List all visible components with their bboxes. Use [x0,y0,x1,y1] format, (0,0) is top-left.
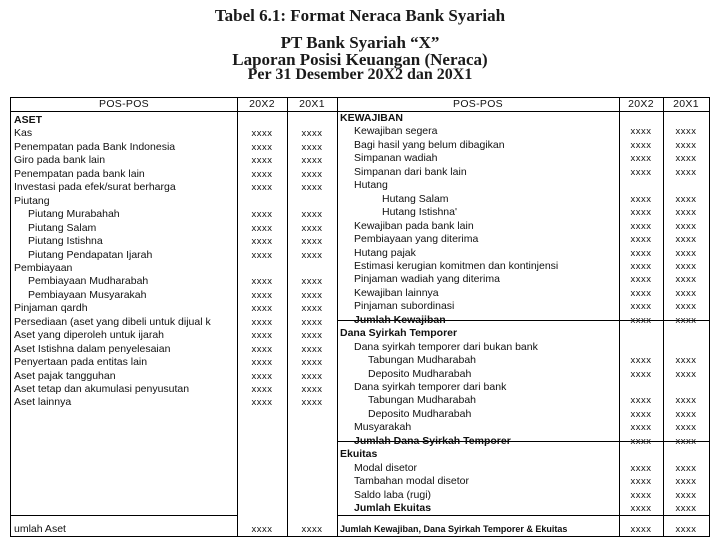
right-value-20x2: xxxx [630,422,652,434]
right-value-20x1: xxxx [675,395,697,407]
right-value-20x2 [619,327,663,340]
left-value-20x2: xxxx [251,168,273,180]
left-value-20x2: xxxx [251,209,273,221]
right-value-20x1: xxxx [675,435,697,447]
right-value-20x1: xxxx [675,355,697,367]
right-label: Jumlah Kewajiban [354,313,446,326]
right-value-20x1: xxxx [675,139,697,151]
left-value-20x1: xxxx [301,249,323,261]
right-value-20x2: xxxx [630,139,652,151]
left-value-20x2: xxxx [251,316,273,328]
right-value-20x2 [619,341,663,354]
left-value-20x2 [237,195,287,208]
right-value-20x2: xxxx [630,274,652,286]
left-label: Piutang Pendapatan Ijarah [28,248,153,261]
right-label: Ekuitas [340,448,378,461]
right-value-20x1: xxxx [675,489,697,501]
right-value-20x2: xxxx [630,234,652,246]
left-value-20x1 [287,195,337,208]
left-label: Piutang Istishna [28,235,103,248]
right-label: Simpanan dari bank lain [354,165,467,178]
header-left-pos: POS-POS [99,98,149,110]
right-label: Estimasi kerugian komitmen dan kontinjensi [354,259,559,272]
total-liabilities-equity-label: Jumlah Kewajiban, Dana Syirkah Temporer & Ekuitas [340,524,568,534]
right-value-20x1 [663,179,709,192]
left-value-20x1: xxxx [301,141,323,153]
right-label: Tabungan Mudharabah [368,394,477,407]
left-label: Pinjaman qardh [14,302,88,315]
right-value-20x2: xxxx [630,503,652,515]
left-value-20x1: xxxx [301,155,323,167]
left-value-20x2: xxxx [251,236,273,248]
right-value-20x1: xxxx [675,476,697,488]
right-value-20x2: xxxx [630,207,652,219]
left-label: ASET [14,114,43,126]
left-label: Giro pada bank lain [14,154,106,167]
left-value-20x1: xxxx [301,343,323,355]
left-value-20x2: xxxx [251,370,273,382]
right-value-20x1: xxxx [675,462,697,474]
left-value-20x1: xxxx [301,289,323,301]
right-label: Tambahan modal disetor [354,475,469,488]
left-value-20x1: xxxx [301,384,323,395]
left-value-20x2 [237,262,287,275]
right-value-20x1: xxxx [675,368,697,380]
left-value-20x1: xxxx [301,236,323,248]
left-value-20x2: xxxx [251,128,273,140]
total-liabilities-equity-20x2: xxxx [630,524,652,535]
header-right-year2: 20X1 [673,98,699,110]
left-value-20x2: xxxx [251,276,273,288]
left-label: Pembiayaan Mudharabah [28,275,149,288]
header-left-year1: 20X2 [249,98,275,110]
right-value-20x2: xxxx [630,355,652,367]
left-value-20x1: xxxx [301,182,323,194]
right-value-20x1 [663,112,709,125]
right-label: Dana Syirkah Temporer [340,327,458,340]
right-value-20x1: xxxx [675,314,697,326]
right-value-20x2: xxxx [630,287,652,299]
right-label: Kewajiban segera [354,125,438,138]
right-value-20x1: xxxx [675,220,697,232]
right-label: Dana syirkah temporer dari bukan bank [354,340,538,353]
left-label: Piutang Salam [28,221,97,234]
left-value-20x2: xxxx [251,303,273,315]
right-value-20x2: xxxx [630,126,652,138]
left-value-20x2: xxxx [251,397,273,409]
right-value-20x2: xxxx [630,220,652,232]
left-value-20x2: xxxx [251,343,273,355]
left-value-20x1: xxxx [301,209,323,221]
left-value-20x1: xxxx [301,128,323,140]
right-value-20x1: xxxx [675,207,697,219]
right-value-20x2: xxxx [630,408,652,420]
right-value-20x1: xxxx [675,153,697,165]
right-label: Musyarakah [354,421,412,434]
right-value-20x1: xxxx [675,503,697,515]
left-value-20x1 [287,262,337,275]
right-value-20x1 [663,341,709,354]
right-value-20x2 [619,179,663,192]
right-label: Hutang Salam [382,192,449,205]
left-label: Penempatan pada bank lain [14,167,145,180]
left-value-20x1: xxxx [301,303,323,315]
total-liabilities-equity-20x1: xxxx [675,524,697,535]
right-label: Pembiayaan yang diterima [354,233,479,246]
right-value-20x2: xxxx [630,153,652,165]
right-value-20x2 [619,112,663,125]
right-value-20x2: xxxx [630,260,652,272]
left-value-20x1: xxxx [301,397,323,409]
report-period: Per 31 Desember 20X2 dan 20X1 [247,66,473,83]
right-label: Pinjaman wadiah yang diterima [354,273,500,286]
left-value-20x2: xxxx [251,141,273,153]
right-value-20x1 [663,327,709,340]
left-label: Aset lainnya [14,396,72,409]
right-label: Hutang pajak [354,246,416,259]
left-value-20x2: xxxx [251,249,273,261]
left-label: Penyertaan pada entitas lain [14,356,148,369]
report-title: Laporan Posisi Keuangan (Neraca) [232,50,488,69]
right-label: Bagi hasil yang belum dibagikan [354,138,505,151]
right-label: Pinjaman subordinasi [354,300,455,313]
right-value-20x1: xxxx [675,408,697,420]
right-label: Saldo laba (rugi) [354,488,432,501]
left-label: Persediaan (aset yang dibeli untuk dijual k [14,315,211,328]
right-value-20x2 [619,448,663,461]
right-label: Hutang Istishna' [382,206,457,219]
right-value-20x2: xxxx [630,489,652,501]
right-label: Jumlah Dana Syirkah Temporer [354,434,511,447]
balance-sheet-table [10,97,710,537]
left-value-20x2 [237,114,287,127]
right-label: Kewajiban lainnya [354,286,439,299]
left-label: Investasi pada efek/surat berharga [14,181,176,194]
table-caption: Tabel 6.1: Format Neraca Bank Syariah [214,6,506,25]
right-label: Tabungan Mudharabah [368,354,477,367]
right-label: Deposito Mudharabah [368,367,472,380]
left-value-20x2: xxxx [251,289,273,301]
left-label: Piutang [14,194,50,207]
right-label: Kewajiban pada bank lain [354,219,474,232]
left-value-20x1: xxxx [301,168,323,180]
right-value-20x2: xxxx [630,301,652,313]
left-value-20x1: xxxx [301,222,323,234]
right-value-20x2: xxxx [630,368,652,380]
right-value-20x2: xxxx [630,462,652,474]
right-value-20x2: xxxx [630,476,652,488]
right-value-20x2: xxxx [630,314,652,326]
left-label: Aset Istishna dalam penyelesaian [14,342,171,355]
right-value-20x1 [663,381,709,394]
right-label: Dana syirkah temporer dari bank [354,381,507,393]
right-value-20x1: xxxx [675,247,697,259]
right-value-20x1: xxxx [675,301,697,313]
company-name: PT Bank Syariah “X” [280,33,440,52]
left-value-20x1 [287,114,337,127]
left-value-20x1: xxxx [301,276,323,288]
left-label: Aset tetap dan akumulasi penyusutan [14,383,190,395]
right-value-20x2: xxxx [630,247,652,259]
left-value-20x1: xxxx [301,357,323,369]
right-label: Jumlah Ekuitas [354,502,432,515]
left-value-20x2: xxxx [251,384,273,395]
right-value-20x1: xxxx [675,274,697,286]
total-assets-20x2: xxxx [251,524,273,535]
right-label: Modal disetor [354,461,418,474]
right-label: KEWAJIBAN [340,112,404,124]
left-value-20x2: xxxx [251,182,273,194]
left-value-20x2: xxxx [251,222,273,234]
right-value-20x2: xxxx [630,193,652,205]
right-value-20x1: xxxx [675,422,697,434]
right-value-20x2: xxxx [630,166,652,178]
right-value-20x2 [619,381,663,394]
left-label: Aset pajak tangguhan [14,369,116,382]
right-value-20x1: xxxx [675,287,697,299]
left-value-20x1: xxxx [301,370,323,382]
right-value-20x1 [663,448,709,461]
right-value-20x1: xxxx [675,126,697,138]
right-value-20x1: xxxx [675,234,697,246]
left-value-20x2: xxxx [251,155,273,167]
right-label: Simpanan wadiah [354,152,438,165]
right-value-20x2: xxxx [630,395,652,407]
right-label: Hutang [354,179,388,192]
left-label: Aset yang diperoleh untuk ijarah [14,329,165,342]
total-assets-20x1: xxxx [301,524,323,535]
left-label: Pembiayaan Musyarakah [28,288,147,301]
header-right-pos: POS-POS [453,98,503,110]
left-value-20x2: xxxx [251,357,273,369]
right-value-20x2: xxxx [630,435,652,447]
left-value-20x1: xxxx [301,316,323,328]
left-value-20x2: xxxx [251,330,273,342]
right-value-20x1: xxxx [675,193,697,205]
right-value-20x1: xxxx [675,260,697,272]
left-label: Penempatan pada Bank Indonesia [14,140,176,153]
left-label: Pembiayaan [14,261,73,274]
total-assets-label: umlah Aset [14,523,66,535]
left-label: Piutang Murabahah [28,208,120,221]
right-value-20x1: xxxx [675,166,697,178]
left-label: Kas [14,127,33,140]
left-value-20x1: xxxx [301,330,323,342]
right-label: Deposito Mudharabah [368,407,472,420]
header-left-year2: 20X1 [299,98,325,110]
header-right-year1: 20X2 [628,98,654,110]
